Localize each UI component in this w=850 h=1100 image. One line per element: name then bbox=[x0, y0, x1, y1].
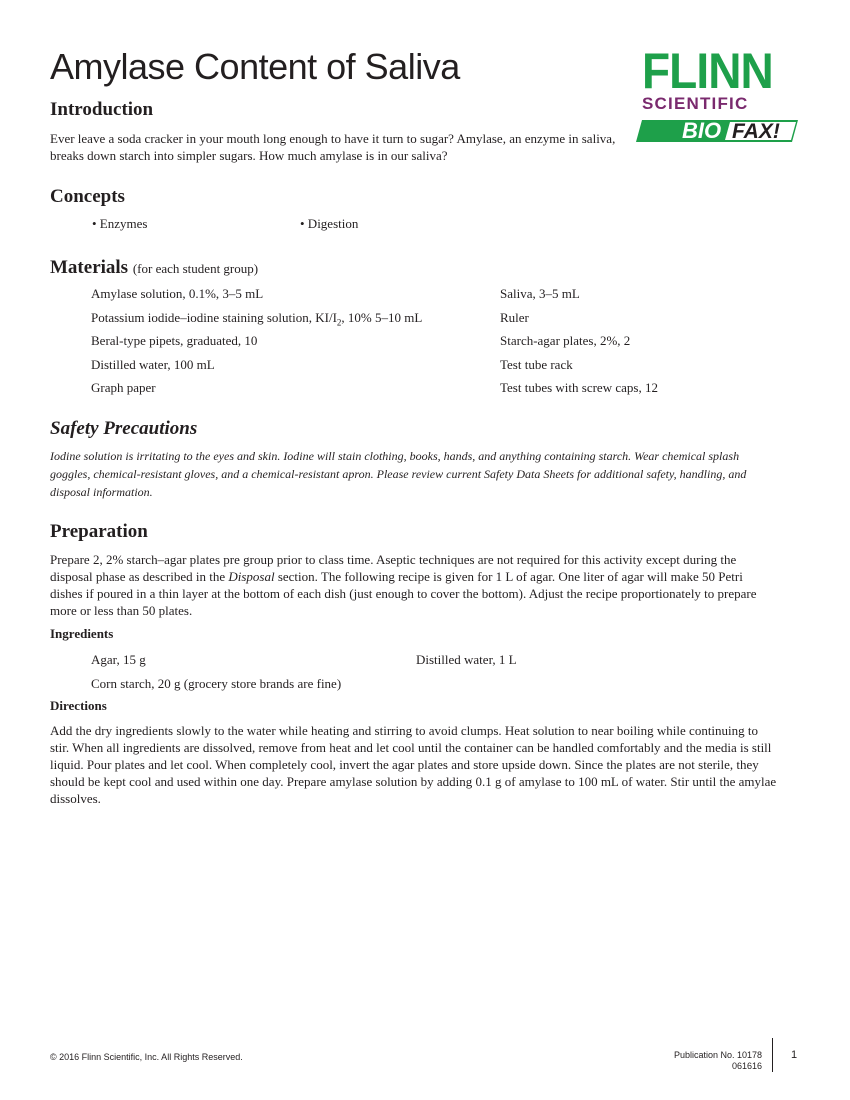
introduction-heading: Introduction bbox=[50, 99, 154, 120]
ingredient-item: Agar, 15 g bbox=[91, 652, 146, 667]
preparation-text-disposal: Disposal bbox=[228, 569, 275, 584]
material-item: Beral-type pipets, graduated, 10 bbox=[91, 333, 258, 348]
materials-heading bbox=[50, 257, 258, 280]
material-item: Test tubes with screw caps, 12 bbox=[500, 380, 658, 395]
page-number: 1 bbox=[791, 1049, 798, 1061]
logo-scientific-text: SCIENTIFIC bbox=[642, 94, 749, 113]
safety-heading: Safety Precautions bbox=[50, 418, 198, 439]
material-iodine-subscript: 2 bbox=[336, 317, 342, 328]
ingredients-heading: Ingredients bbox=[50, 626, 114, 641]
introduction-text: Ever leave a soda cracker in your mouth long enough to have it turn to sugar? Amylase, an enzyme in saliva, breaks down starch into simpler sugars. How much amylase is in our saliva? bbox=[50, 131, 616, 163]
logo-bio-text: BIO bbox=[682, 118, 722, 143]
material-item: Distilled water, 100 mL bbox=[91, 357, 215, 372]
preparation-text bbox=[50, 551, 778, 619]
preparation-text-part2: section. The following recipe is given for 1 L of agar. One liter of agar will make 50 Petri dishes if poured in a thin layer at the bottom of each dish (just enough to cover the bottom). Adjust the recipe proportionately to prepare more or less than 50 plates. bbox=[50, 569, 757, 618]
materials-subheading: (for each student group) bbox=[132, 261, 259, 276]
ingredient-item: Distilled water, 1 L bbox=[416, 652, 517, 667]
concept-item: • Digestion bbox=[300, 216, 359, 231]
concepts-heading: Concepts bbox=[50, 186, 125, 207]
flinn-bio-fax-logo bbox=[636, 43, 804, 150]
directions-heading: Directions bbox=[50, 698, 107, 713]
material-item-iodine bbox=[91, 310, 422, 331]
logo-flinn-text: FLINN bbox=[642, 43, 773, 99]
material-item: Amylase solution, 0.1%, 3–5 mL bbox=[91, 286, 264, 301]
concept-item: • Enzymes bbox=[92, 216, 148, 231]
material-item: Saliva, 3–5 mL bbox=[500, 286, 580, 301]
material-item: Starch-agar plates, 2%, 2 bbox=[500, 333, 631, 348]
material-item: Graph paper bbox=[91, 380, 156, 395]
safety-text: Iodine solution is irritating to the eyes and skin. Iodine will stain clothing, books, hands, and anything containing starch. Wear chemical splash goggles, chemical-resistant gloves, and a chemical-resistant apron. Please review current Safety Data Sheets for additional safety, handling, and disposal information. bbox=[50, 449, 747, 499]
ingredient-item: Corn starch, 20 g (grocery store brands are fine) bbox=[91, 676, 342, 691]
footer-code: 061616 bbox=[731, 1061, 762, 1071]
preparation-heading: Preparation bbox=[50, 521, 148, 542]
materials-heading-text: Materials bbox=[50, 257, 129, 278]
footer-publication: Publication No. 10178 bbox=[673, 1050, 762, 1060]
preparation-text-part1: Prepare 2, 2% starch–agar plates pre group prior to class time. Aseptic techniques are not required for this activity except during the disposal phase as described in the bbox=[50, 552, 737, 584]
material-item: Test tube rack bbox=[500, 357, 573, 372]
directions-text: Add the dry ingredients slowly to the water while heating and stirring to avoid clumps. Heat solution to near boiling while continuing to stir. When all ingredients are dissolved, remove from heat and let cool until the container can be handled comfortably and the media is still liquid. Pour plates and let cool. When completely cool, invert the agar plates and store upside down. Since the plates are not sterile, they should be kept cool and used within one day. Prepare amylase solution by adding 0.1 g of amylase to 100 mL of water. Stir until the amylae dissolves. bbox=[50, 723, 777, 806]
document-title: Amylase Content of Saliva bbox=[50, 46, 460, 87]
footer-copyright: © 2016 Flinn Scientific, Inc. All Rights Reserved. bbox=[50, 1052, 243, 1062]
material-iodine-suffix: , 10% 5–10 mL bbox=[341, 310, 423, 325]
material-iodine-text: Potassium iodide–iodine staining solution, KI/I bbox=[91, 310, 337, 325]
footer-divider bbox=[772, 1038, 773, 1072]
logo-fax-text: FAX! bbox=[732, 120, 780, 143]
material-item: Ruler bbox=[500, 310, 529, 325]
